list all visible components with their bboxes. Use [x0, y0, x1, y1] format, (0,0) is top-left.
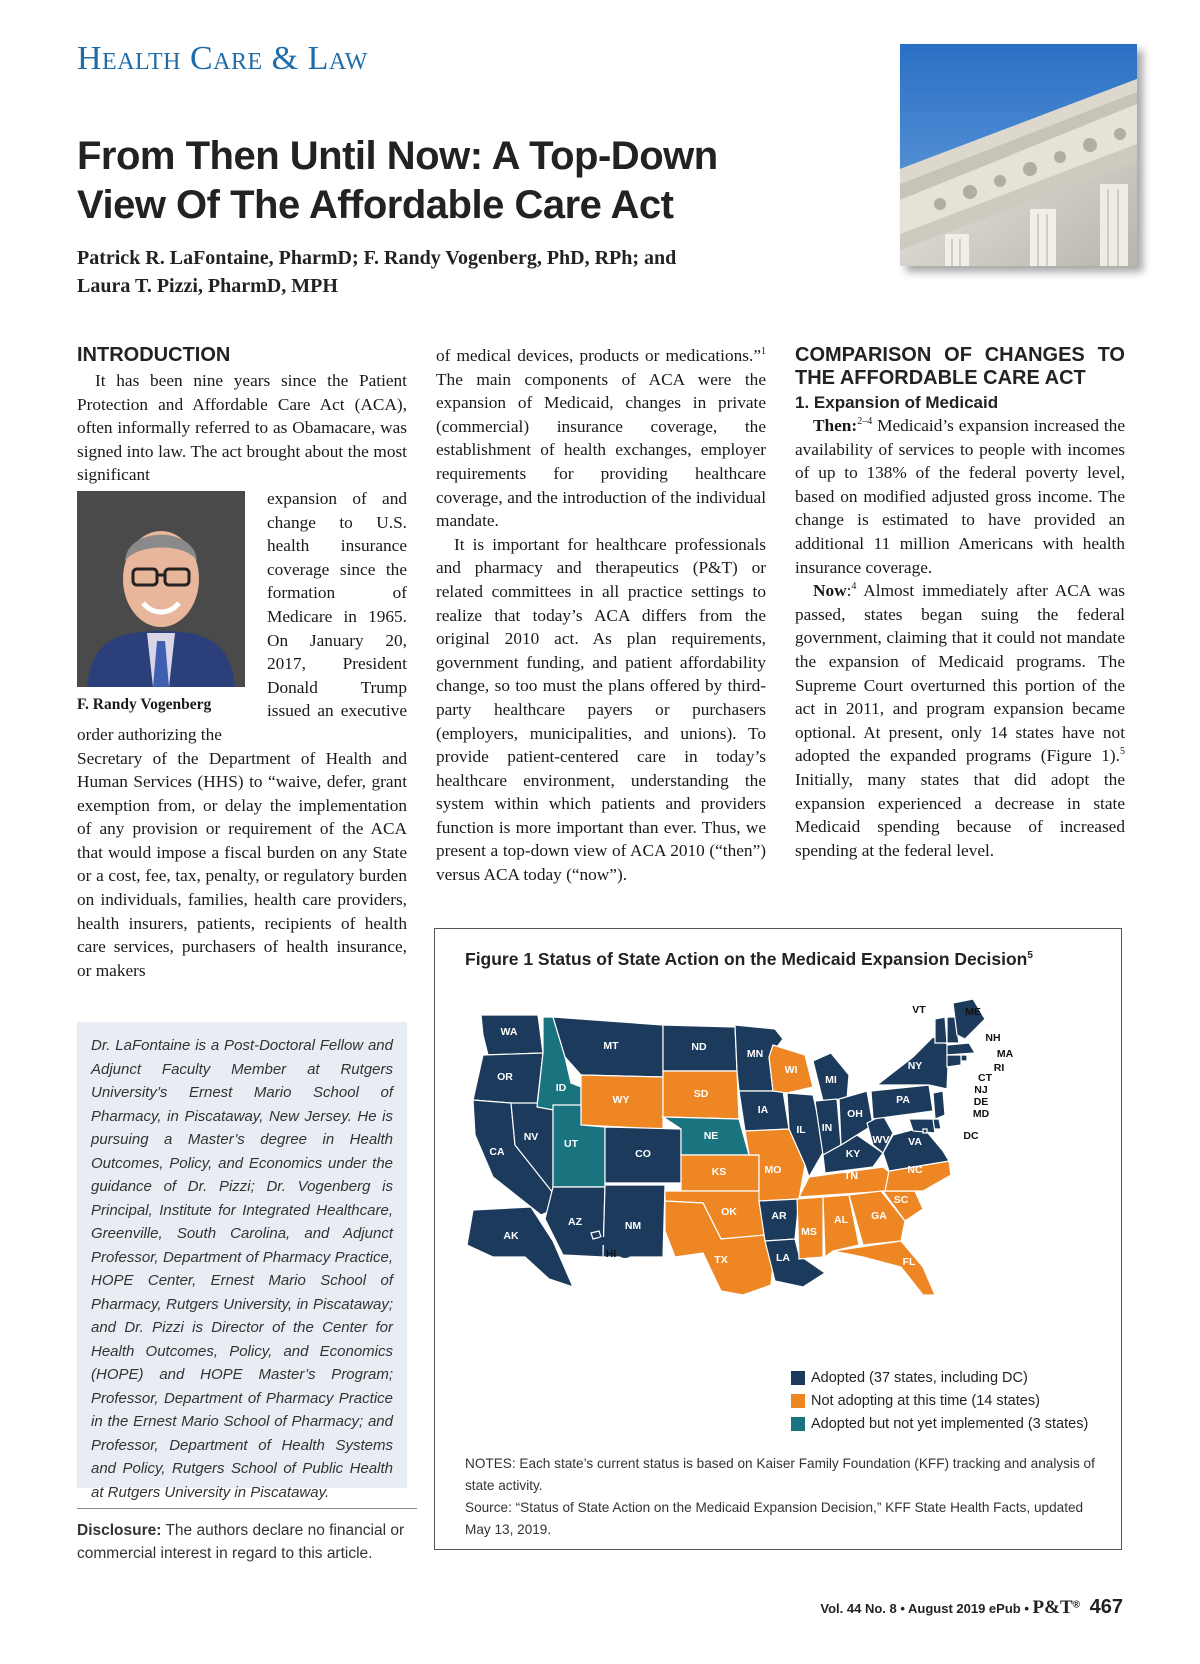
section-label: Health Care & Law [77, 40, 368, 77]
us-medicaid-map [453, 995, 1093, 1295]
state-hi-island [597, 1237, 609, 1245]
state-label-mo: MO [764, 1164, 782, 1176]
state-label-ga: GA [871, 1210, 887, 1222]
state-dc [923, 1129, 927, 1133]
state-label-de: DE [973, 1096, 989, 1108]
state-label-ut: UT [564, 1138, 578, 1150]
state-label-ok: OK [721, 1206, 737, 1218]
state-label-ca: CA [489, 1146, 505, 1158]
state-me [953, 999, 985, 1039]
state-label-tn: TN [844, 1170, 858, 1182]
state-vt [935, 1017, 947, 1043]
state-label-nc: NC [907, 1164, 923, 1176]
author-bio-box: Dr. LaFontaine is a Post-Doctoral Fellow and Adjunct Faculty Member at Rutgers University’s Ernest Mario School of Pharmacy, in Piscataway, New Jersey. He is pursuing a Master’s degree in Health Outcomes, Policy, and Economics under the guidance of Dr. Pizzi; Dr. Vogenberg is Principal, Institute for Integrated Healthcare, Greenville, South Carolina, and Adjunct Professor, Department of Pharmacy Practice, HOPE Center, Ernest Mario School of Pharmacy, Rutgers University, in Piscataway; and Dr. Pizzi is Director of the Center for Health Outcomes, Policy, and Economics (HOPE) and HOPE Master’s Program; Professor, Department of Pharmacy Practice in the Ernest Mario School of Pharmacy; and Professor, Department of Health Systems and Policy, Rutgers School of Public Health at Rutgers University in Piscataway. [77, 1022, 407, 1488]
figure-title: Figure 1 Status of State Action on the Medicaid Expansion Decision$^5$ [465, 949, 1033, 969]
article-title: From Then Until Now: A Top-Down View Of The Affordable Care Act [77, 134, 718, 227]
author-portrait [77, 491, 245, 687]
column-3 [795, 344, 1125, 862]
intro-paragraph-a: It has been nine years since the Patient Protection and Affordable Care Act (ACA), often informally referred to as Obamacare, was signed into law. The act brought about the most significant [77, 371, 407, 485]
state-label-vt: VT [912, 1004, 926, 1016]
state-label-va: VA [908, 1136, 922, 1148]
state-fl [833, 1241, 935, 1295]
state-label-dc: DC [963, 1130, 979, 1142]
legend-swatch-adopted [791, 1371, 805, 1385]
state-label-in: IN [821, 1122, 833, 1134]
state-ri [961, 1055, 967, 1061]
state-label-md: MD [972, 1108, 990, 1120]
intro-paragraph-c: Secretary of the Department of Health and Human Services (HHS) to “waive, defer, grant exemption from, or delay the implementation of any provision or requirement of the ACA that would impose a fiscal burden on any State or a cost, fee, tax, penalty, or regulatory burden on individuals, families, health care providers, health insurers, patients, recipients of health care services, purchasers of health insurance, or makers [77, 748, 407, 980]
state-label-tx: TX [714, 1254, 728, 1266]
state-label-ma: MA [996, 1048, 1014, 1060]
state-label-co: CO [635, 1148, 651, 1160]
state-label-wa: WA [500, 1026, 518, 1038]
author-photo-block [77, 491, 255, 717]
figure-notes: NOTES: Each state’s current status is based on Kaiser Family Foundation (KFF) tracking and analysis of state activity. Source: “Status of State Action on the Medicaid Expansion Decision,” KFF State Health Facts, updated May 13, 2019. [465, 1456, 1095, 1537]
disclosure: Disclosure: The authors declare no financial or commercial interest in regard to this article. [77, 1508, 417, 1565]
state-label-ct: CT [978, 1072, 992, 1084]
legend-not-adopting: Not adopting at this time (14 states) [791, 1389, 1088, 1412]
map-legend [791, 1366, 1088, 1435]
state-label-nd: ND [691, 1041, 707, 1053]
state-label-il: IL [796, 1124, 806, 1136]
state-label-hi: HI [605, 1248, 617, 1260]
state-label-ms: MS [801, 1226, 817, 1238]
state-label-al: AL [834, 1214, 848, 1226]
state-ma [947, 1043, 975, 1055]
comparison-heading: COMPARISON OF CHANGES TO THE AFFORDABLE CARE ACT [795, 344, 1125, 389]
article-authors: Patrick R. LaFontaine, PharmD; F. Randy Vogenberg, PhD, RPh; and Laura T. Pizzi, PharmD, MPH [77, 247, 677, 297]
state-label-mi: MI [825, 1074, 837, 1086]
col2-paragraph-2: It is important for healthcare professionals and pharmacy and therapeutics (P&T) or related committees in all practice settings to realize that today’s ACA differs from the original 2010 act. As plan requirements, government funding, and patient affordability change, so too must the plans offered by third-party healthcare payers or purchasers (employers, municipalities, and unions). To provide patient-centered care in today’s healthcare environment, understanding the system within which patients and providers function is more important than ever. Thus, we present a top-down view of ACA 2010 (“then”) versus ACA today (“now”). [436, 534, 766, 885]
state-label-nm: NM [624, 1220, 642, 1232]
state-label-mn: MN [746, 1048, 764, 1060]
state-hi-island [618, 1248, 632, 1258]
state-label-ny: NY [907, 1060, 923, 1072]
state-nj [933, 1091, 945, 1119]
state-label-ri: RI [993, 1062, 1005, 1074]
medicaid-subheading: 1. Expansion of Medicaid [795, 393, 999, 412]
intro-paragraph-b: expansion of and change to U.S. health insurance coverage since the formation of Medicare in 1965. On January 20, 2017, President Donald Trump issued an executive order authorizing the [77, 488, 407, 744]
page-footer: Vol. 44 No. 8 • August 2019 ePub • P&T® 467 [820, 1596, 1123, 1618]
legend-swatch-not-adopting [791, 1394, 805, 1408]
state-label-id: ID [555, 1082, 567, 1094]
state-label-wv: WV [872, 1134, 890, 1146]
then-paragraph: Then:$^{2-4}$ Medicaid’s expansion increased the availability of services to people with incomes of up to 138% of the federal poverty level, based on modified adjusted gross income. The change is estimated to have provided an additional 11 million Americans with health insurance coverage. [795, 416, 1125, 577]
state-label-or: OR [497, 1071, 513, 1083]
state-label-ks: KS [711, 1166, 727, 1178]
legend-swatch-not-implemented [791, 1417, 805, 1431]
state-label-ky: KY [845, 1148, 861, 1160]
state-label-fl: FL [902, 1256, 916, 1268]
page-number: 467 [1089, 1596, 1123, 1618]
introduction-heading: INTRODUCTION [77, 344, 231, 366]
column-1 [77, 344, 407, 982]
state-label-ak: AK [503, 1230, 519, 1242]
state-label-sd: SD [693, 1088, 709, 1100]
state-label-sc: SC [893, 1194, 909, 1206]
col2-paragraph-1: of medical devices, products or medications.”$^1$ The main components of ACA were the expansion of Medicaid, changes in private (commercial) insurance coverage, the establishment of health exchanges, employer requirements for providing healthcare coverage, and the introduction of the individual mandate. [436, 346, 766, 531]
state-label-nv: NV [523, 1131, 539, 1143]
state-label-az: AZ [568, 1216, 582, 1228]
state-label-nj: NJ [974, 1084, 988, 1096]
state-label-nh: NH [985, 1032, 1001, 1044]
state-label-ia: IA [757, 1104, 769, 1116]
author-photo-caption: F. Randy Vogenberg [77, 695, 212, 713]
legend-adopted: Adopted (37 states, including DC) [791, 1366, 1088, 1389]
state-label-la: LA [776, 1252, 790, 1264]
state-label-wi: WI [784, 1064, 798, 1076]
figure-1 [434, 928, 1122, 1550]
now-paragraph: Now:$^4$ Almost immediately after ACA was passed, states began suing the federal government, claiming that it could not mandate the expansion of Medicaid programs. The Supreme Court overturned this portion of the act in 2011, and program expansion became optional. At present, only 14 states have not adopted the expanded programs (Figure 1).$^5$ Initially, many states that did adopt the expansion experienced a decrease in state Medicaid spending because of increased spending at the federal level. [795, 581, 1125, 860]
state-label-me: ME [965, 1006, 981, 1018]
state-ct [947, 1055, 961, 1067]
state-label-wy: WY [612, 1094, 630, 1106]
legend-not-implemented: Adopted but not yet implemented (3 states) [791, 1412, 1088, 1435]
supreme-court-photo [900, 44, 1137, 266]
state-label-ar: AR [771, 1210, 787, 1222]
state-label-ne: NE [703, 1130, 719, 1142]
state-label-oh: OH [847, 1108, 863, 1120]
state-md [909, 1119, 935, 1133]
state-label-pa: PA [896, 1094, 910, 1106]
state-label-mt: MT [603, 1040, 619, 1052]
column-2 [436, 344, 766, 887]
